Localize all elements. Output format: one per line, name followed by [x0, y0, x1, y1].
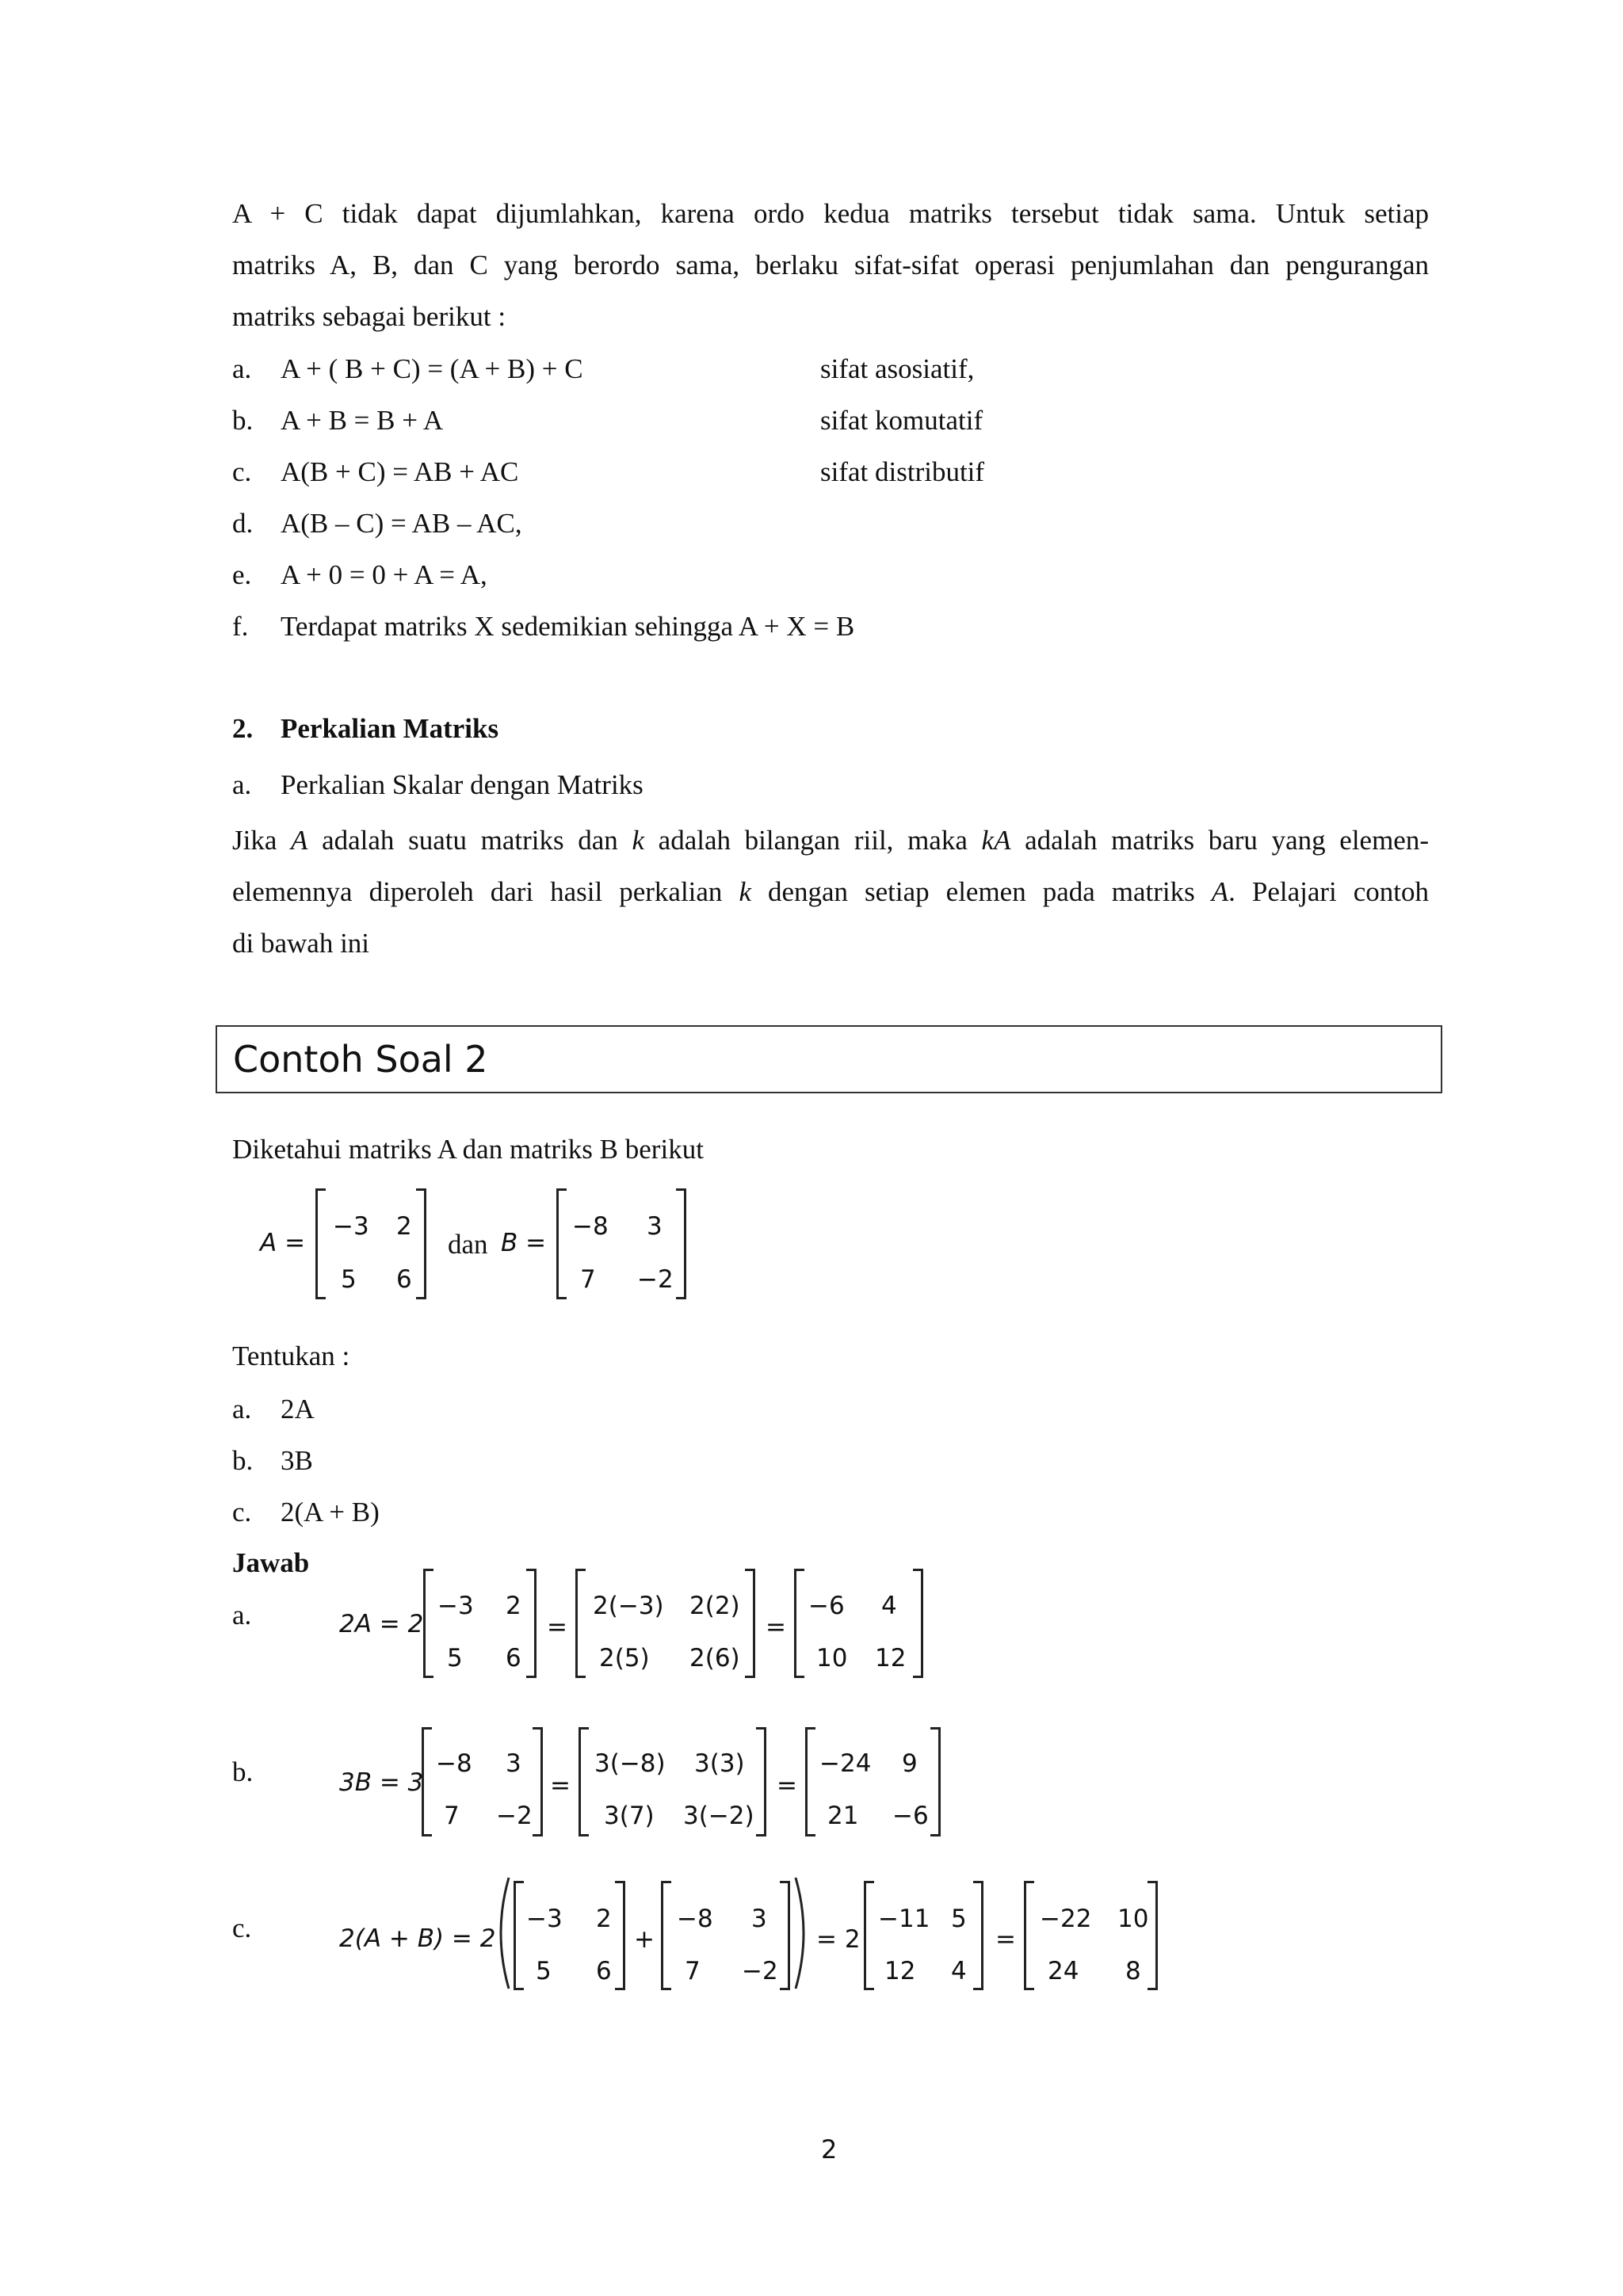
- property-formula: A(B + C) = AB + AC: [281, 456, 519, 487]
- matrix-cell: 10: [816, 1644, 848, 1672]
- matrix-cell: 2: [506, 1592, 521, 1620]
- matrix-cell: 2: [596, 1905, 612, 1933]
- answer-heading: Jawab: [232, 1547, 310, 1578]
- matrix-cell: −8: [436, 1749, 472, 1778]
- property-label: d.: [232, 508, 254, 539]
- answer-lhs: 2(A + B) = 2: [339, 1924, 496, 1953]
- property-formula: A + ( B + C) = (A + B) + C: [281, 353, 583, 384]
- matrix-cell: 12: [884, 1957, 916, 1985]
- matrix-cell: 3: [647, 1212, 663, 1241]
- matrix-cell: 7: [685, 1957, 701, 1985]
- dan-text: dan: [448, 1229, 488, 1260]
- bracket-left: [315, 1188, 326, 1299]
- paren-right: [792, 1876, 813, 1990]
- bracket-right: [780, 1881, 790, 1990]
- scalar-para-line-1: Jika A adalah suatu matriks dan k adalah bilangan riil, maka kA adalah matriks baru yang elemen-: [232, 825, 1429, 856]
- bracket-left: [575, 1569, 586, 1678]
- matrix-cell: 5: [536, 1957, 552, 1985]
- matrix-b-label: B =: [501, 1229, 547, 1257]
- scalar-para-line-2: elemennya diperoleh dari hasil perkalian k dengan setiap elemen pada matriks A. Pelajari contoh: [232, 876, 1430, 907]
- matrix-cell: −6: [892, 1802, 929, 1830]
- bracket-right: [526, 1569, 537, 1678]
- task-label: c.: [232, 1497, 252, 1527]
- answer-label: c.: [232, 1913, 252, 1943]
- property-formula: Terdapat matriks X sedemikian sehingga A + X = B: [281, 611, 855, 642]
- bracket-right: [1148, 1881, 1158, 1990]
- bracket-left: [794, 1569, 804, 1678]
- given-text: Diketahui matriks A dan matriks B berikut: [232, 1134, 704, 1165]
- matrix-cell: 10: [1117, 1905, 1149, 1933]
- matrix-cell: 24: [1048, 1957, 1079, 1985]
- section-number: 2.: [232, 713, 254, 744]
- equals-sign: =: [547, 1613, 567, 1642]
- bracket-left: [661, 1881, 671, 1990]
- task-text: 3B: [281, 1445, 313, 1476]
- matrix-cell: −8: [677, 1905, 713, 1933]
- matrix-cell: −2: [496, 1802, 533, 1830]
- matrix-cell: 3(3): [694, 1749, 745, 1778]
- matrix-cell: 21: [827, 1802, 859, 1830]
- intro-line-3: matriks sebagai berikut :: [232, 301, 506, 332]
- bracket-right: [533, 1727, 543, 1836]
- matrix-cell: 3: [751, 1905, 767, 1933]
- page-number: 2: [821, 2134, 838, 2164]
- matrix-cell: −24: [819, 1749, 872, 1778]
- task-text: 2A: [281, 1394, 315, 1425]
- matrix-cell: 8: [1125, 1957, 1141, 1985]
- equals-sign: =: [550, 1772, 571, 1800]
- matrix-cell: 12: [875, 1644, 907, 1672]
- bracket-left: [556, 1188, 567, 1299]
- bracket-right: [676, 1188, 686, 1299]
- matrix-cell: −3: [333, 1212, 369, 1241]
- bracket-left: [422, 1727, 432, 1836]
- intro-line-2: matriks A, B, dan C yang berordo sama, berlaku sifat-sifat operasi penjumlahan dan pengurangan: [232, 250, 1429, 280]
- property-formula: A + B = B + A: [281, 405, 444, 436]
- intro-line-1: A + C tidak dapat dijumlahkan, karena ordo kedua matriks tersebut tidak sama. Untuk setiap: [232, 198, 1429, 229]
- matrix-cell: 9: [902, 1749, 918, 1778]
- matrix-cell: 2(5): [599, 1644, 650, 1672]
- matrix-cell: −2: [742, 1957, 778, 1985]
- matrix-cell: −6: [808, 1592, 845, 1620]
- property-label: f.: [232, 611, 249, 642]
- matrix-cell: 2(−3): [593, 1592, 664, 1620]
- matrix-cell: 7: [580, 1265, 596, 1294]
- property-name: sifat komutatif: [820, 405, 983, 436]
- matrix-a-label: A =: [260, 1229, 306, 1257]
- matrix-cell: 5: [341, 1265, 357, 1294]
- bracket-left: [579, 1727, 589, 1836]
- property-label: a.: [232, 353, 252, 384]
- matrix-cell: 4: [951, 1957, 967, 1985]
- bracket-right: [913, 1569, 923, 1678]
- matrix-cell: 3(−8): [594, 1749, 666, 1778]
- paren-left: [491, 1876, 512, 1990]
- tasks-heading: Tentukan :: [232, 1341, 350, 1371]
- matrix-cell: −8: [572, 1212, 609, 1241]
- matrix-cell: 6: [506, 1644, 521, 1672]
- matrix-cell: 3: [506, 1749, 521, 1778]
- example-title-box: [216, 1025, 1442, 1093]
- property-label: e.: [232, 559, 252, 590]
- task-text: 2(A + B): [281, 1497, 380, 1527]
- equals-sign: = 2: [816, 1925, 861, 1954]
- scalar-para-line-3: di bawah ini: [232, 928, 370, 959]
- subsection-title: Perkalian Skalar dengan Matriks: [281, 769, 643, 800]
- matrix-cell: −2: [637, 1265, 674, 1294]
- matrix-cell: 7: [444, 1802, 460, 1830]
- bracket-right: [756, 1727, 766, 1836]
- bracket-right: [930, 1727, 941, 1836]
- task-label: b.: [232, 1445, 254, 1476]
- bracket-left: [864, 1881, 874, 1990]
- answer-label: a.: [232, 1600, 252, 1630]
- matrix-cell: −11: [878, 1905, 930, 1933]
- matrix-cell: 2: [396, 1212, 412, 1241]
- matrix-cell: −3: [526, 1905, 563, 1933]
- bracket-left: [805, 1727, 815, 1836]
- plus-sign: +: [634, 1925, 655, 1954]
- matrix-cell: 5: [951, 1905, 967, 1933]
- matrix-cell: 6: [396, 1265, 412, 1294]
- section-title: Perkalian Matriks: [281, 713, 499, 744]
- equals-sign: =: [777, 1772, 797, 1800]
- bracket-right: [416, 1188, 426, 1299]
- property-formula: A + 0 = 0 + A = A,: [281, 559, 487, 590]
- property-label: c.: [232, 456, 252, 487]
- bracket-right: [973, 1881, 983, 1990]
- bracket-right: [615, 1881, 625, 1990]
- matrix-cell: 6: [596, 1957, 612, 1985]
- bracket-left: [423, 1569, 433, 1678]
- matrix-cell: −22: [1040, 1905, 1092, 1933]
- subsection-label: a.: [232, 769, 252, 800]
- bracket-left: [1024, 1881, 1034, 1990]
- matrix-cell: 3(−2): [683, 1802, 754, 1830]
- bracket-left: [514, 1881, 524, 1990]
- equals-sign: =: [766, 1613, 786, 1642]
- property-formula: A(B – C) = AB – AC,: [281, 508, 522, 539]
- property-name: sifat asosiatif,: [820, 353, 975, 384]
- answer-label: b.: [232, 1756, 254, 1787]
- matrix-cell: 2(2): [689, 1592, 740, 1620]
- equals-sign: =: [995, 1925, 1016, 1954]
- matrix-cell: 3(7): [604, 1802, 655, 1830]
- answer-lhs: 2A = 2: [339, 1610, 424, 1638]
- answer-lhs: 3B = 3: [339, 1768, 424, 1797]
- property-label: b.: [232, 405, 254, 436]
- matrix-cell: 2(6): [689, 1644, 740, 1672]
- matrix-cell: 5: [447, 1644, 463, 1672]
- bracket-right: [745, 1569, 755, 1678]
- task-label: a.: [232, 1394, 252, 1425]
- example-title: Contoh Soal 2: [233, 1038, 488, 1081]
- matrix-cell: −3: [437, 1592, 474, 1620]
- property-name: sifat distributif: [820, 456, 985, 487]
- matrix-cell: 4: [881, 1592, 897, 1620]
